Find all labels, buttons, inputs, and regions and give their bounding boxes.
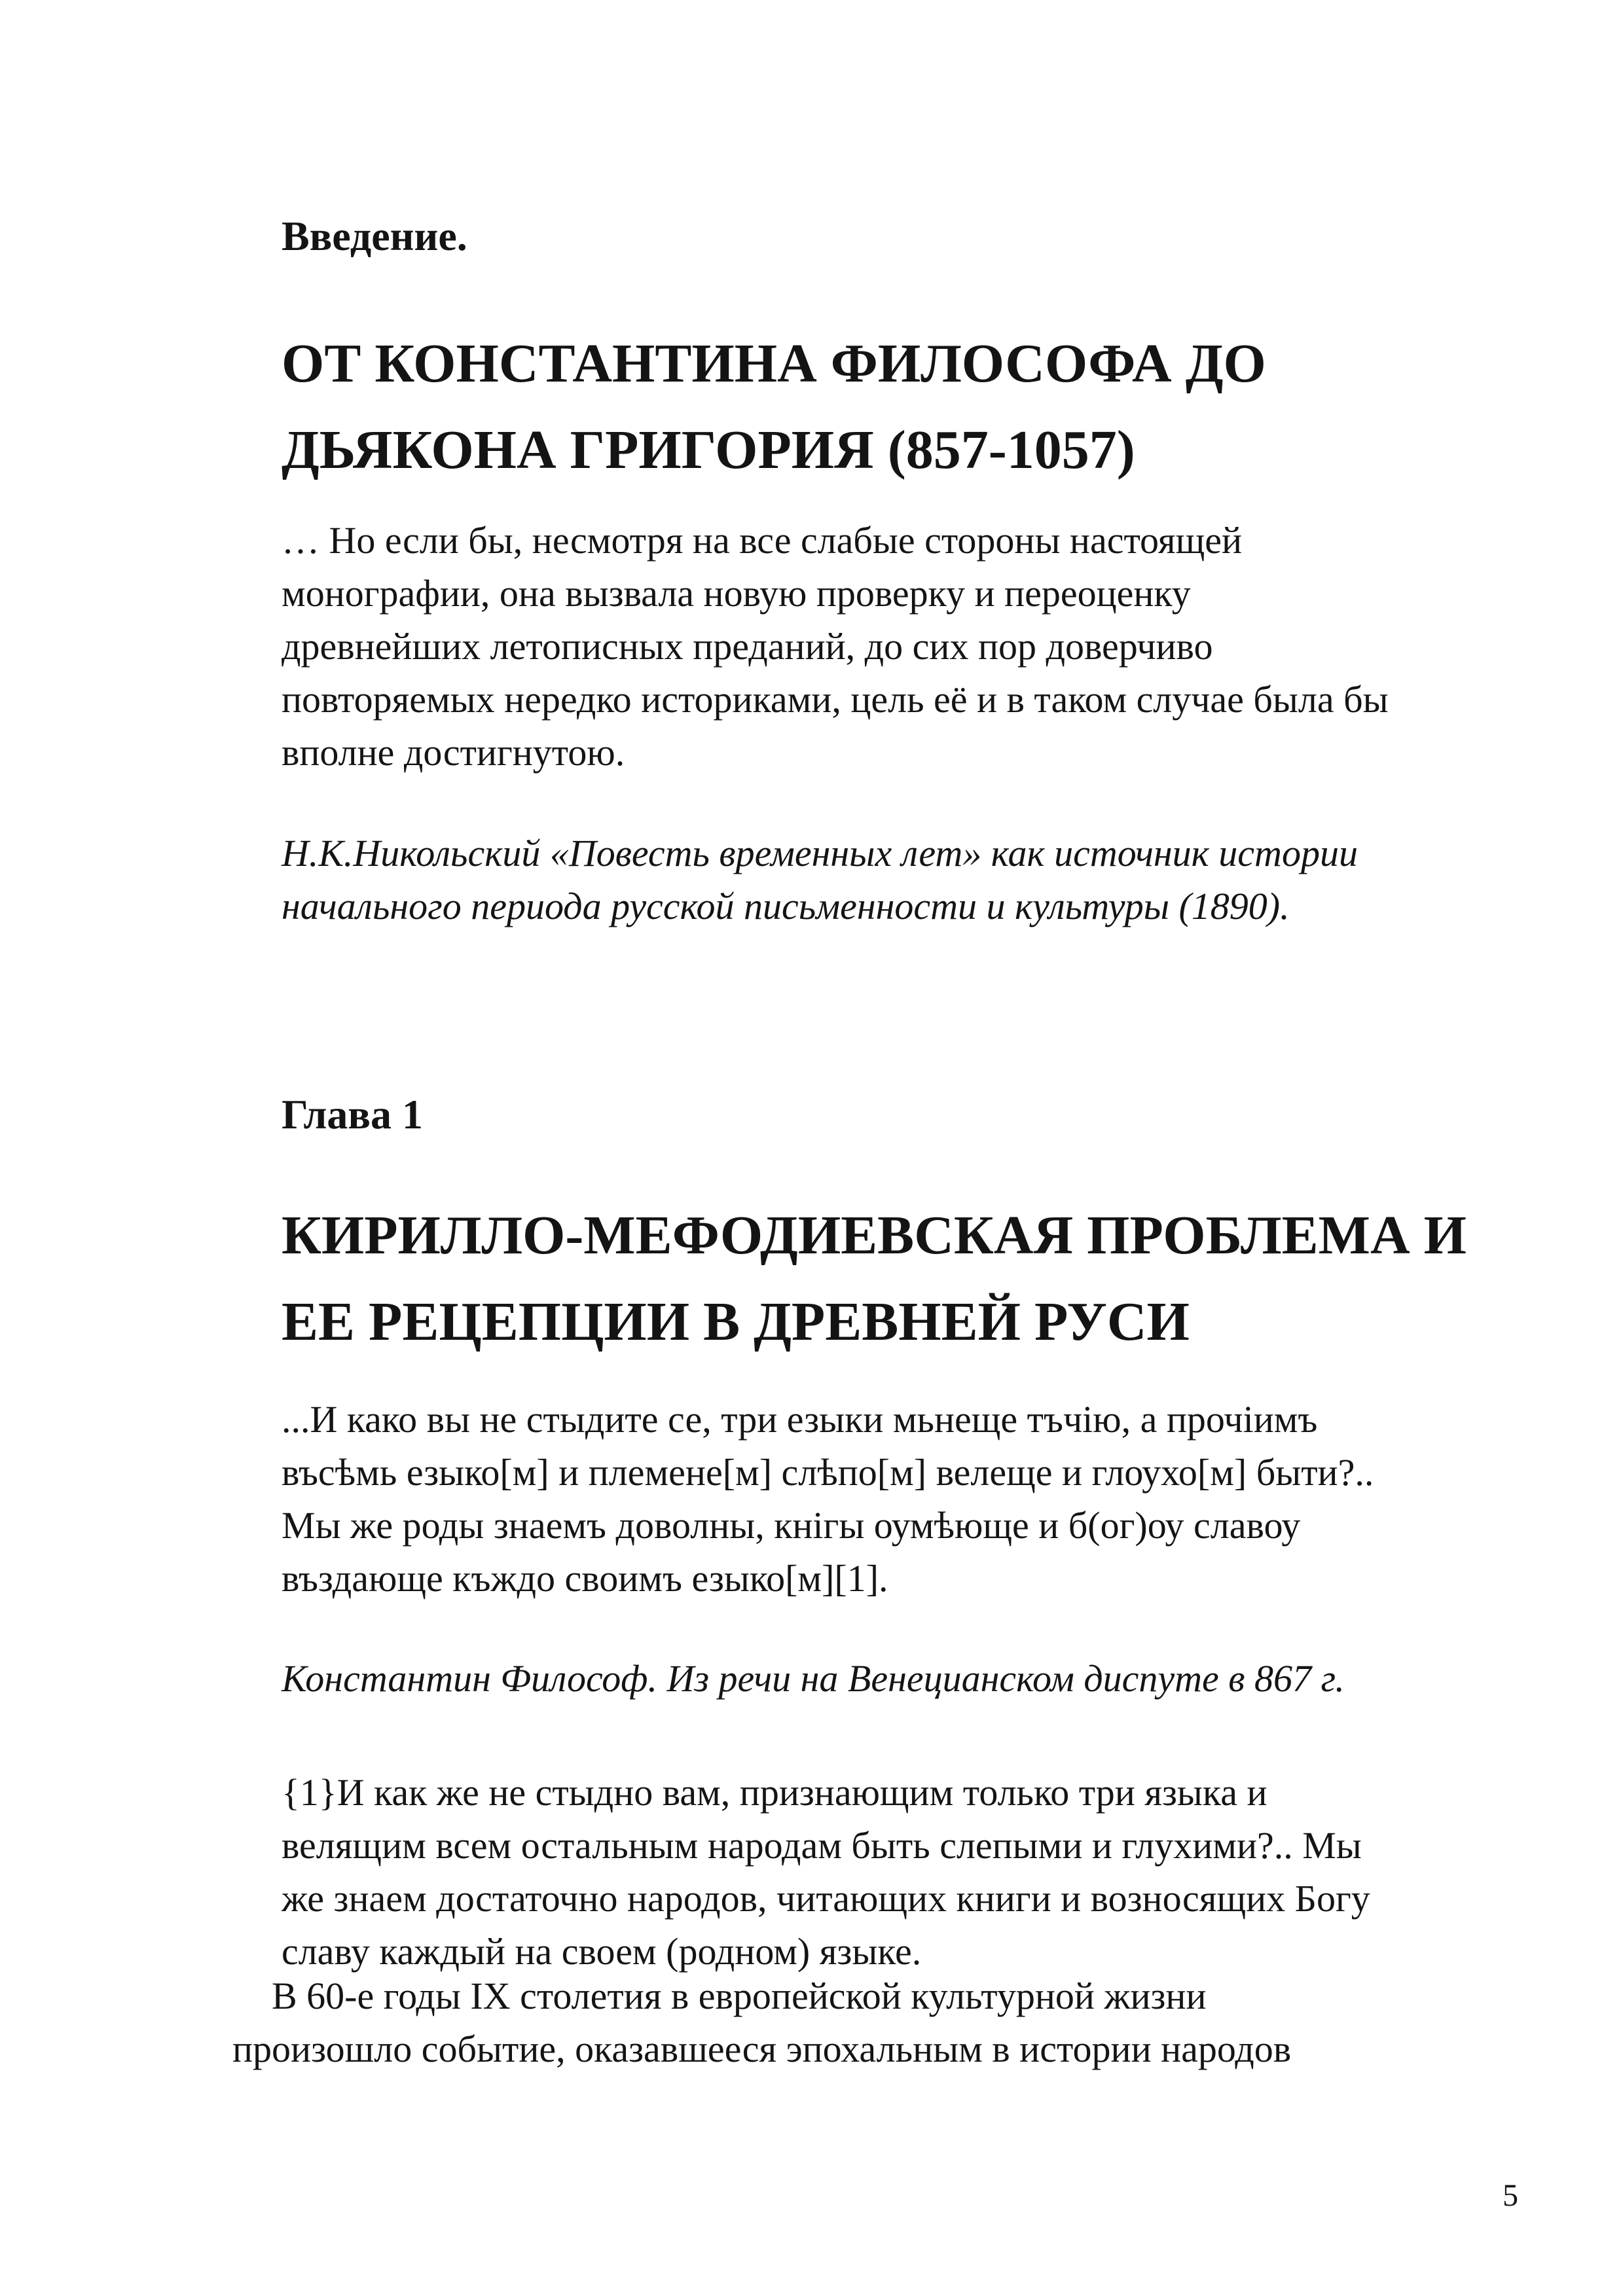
intro-attribution [282, 827, 1539, 933]
intro-epigraph [282, 514, 1539, 779]
chapter-label: Глава 1 [282, 1091, 423, 1138]
epigraph-line: въсѣмь езыко[м] и племене[м] слѣпо[м] велеще и глоухо[м] быти?.. [282, 1451, 1374, 1494]
chapter-epigraph [282, 1393, 1539, 1605]
attribution-line: начального периода русской письменности и культуры (1890). [282, 885, 1290, 927]
chapter-attribution: Константин Философ. Из речи на Венецианском диспуте в 867 г. [282, 1657, 1345, 1700]
epigraph-line: вполне достигнутою. [282, 731, 625, 774]
chapter-title-line: КИРИЛЛО-МЕФОДИЕВСКАЯ ПРОБЛЕМА И [282, 1205, 1467, 1266]
body-paragraph [232, 1969, 1535, 2075]
part-title-line: ОТ КОНСТАНТИНА ФИЛОСОФА ДО [282, 333, 1266, 394]
epigraph-line: древнейших летописных преданий, до сих пор доверчиво [282, 625, 1213, 668]
translation-line: велящим всем остальным народам быть слепыми и глухими?.. Мы [282, 1824, 1362, 1867]
epigraph-translation [282, 1766, 1539, 1978]
epigraph-line: Мы же роды знаемъ доволны, кнігы оумѣюще и б(ог)оу славоу [282, 1504, 1301, 1547]
part-title [282, 321, 1539, 493]
translation-line: {1}И как же не стыдно вам, признающим только три языка и [282, 1771, 1267, 1814]
page-number: 5 [1503, 2178, 1518, 2213]
epigraph-line: … Но если бы, несмотря на все слабые стороны настоящей [282, 519, 1243, 562]
body-line: В 60-е годы IX столетия в европейской культурной жизни [272, 1975, 1207, 2017]
chapter-title [282, 1193, 1539, 1365]
attribution-line: Н.К.Никольский «Повесть временных лет» как источник истории [282, 832, 1358, 874]
chapter-title-line: ЕЕ РЕЦЕПЦИИ В ДРЕВНЕЙ РУСИ [282, 1291, 1190, 1352]
epigraph-line: монографии, она вызвала новую проверку и переоценку [282, 572, 1191, 615]
epigraph-line: повторяемых нередко историками, цель её и в таком случае была бы [282, 678, 1389, 721]
translation-line: славу каждый на своем (родном) языке. [282, 1930, 922, 1973]
body-line: произошло событие, оказавшееся эпохальным в истории народов [232, 2028, 1292, 2070]
epigraph-line: въздающе къждо своимъ езыко[м][1]. [282, 1557, 888, 1600]
intro-label: Введение. [282, 213, 467, 259]
translation-line: же знаем достаточно народов, читающих книги и возносящих Богу [282, 1877, 1370, 1920]
part-title-line: ДЬЯКОНА ГРИГОРИЯ (857-1057) [282, 420, 1135, 480]
epigraph-line: ...И како вы не стыдите се, три езыки мьнеще тъчію, а прочіимъ [282, 1398, 1318, 1441]
